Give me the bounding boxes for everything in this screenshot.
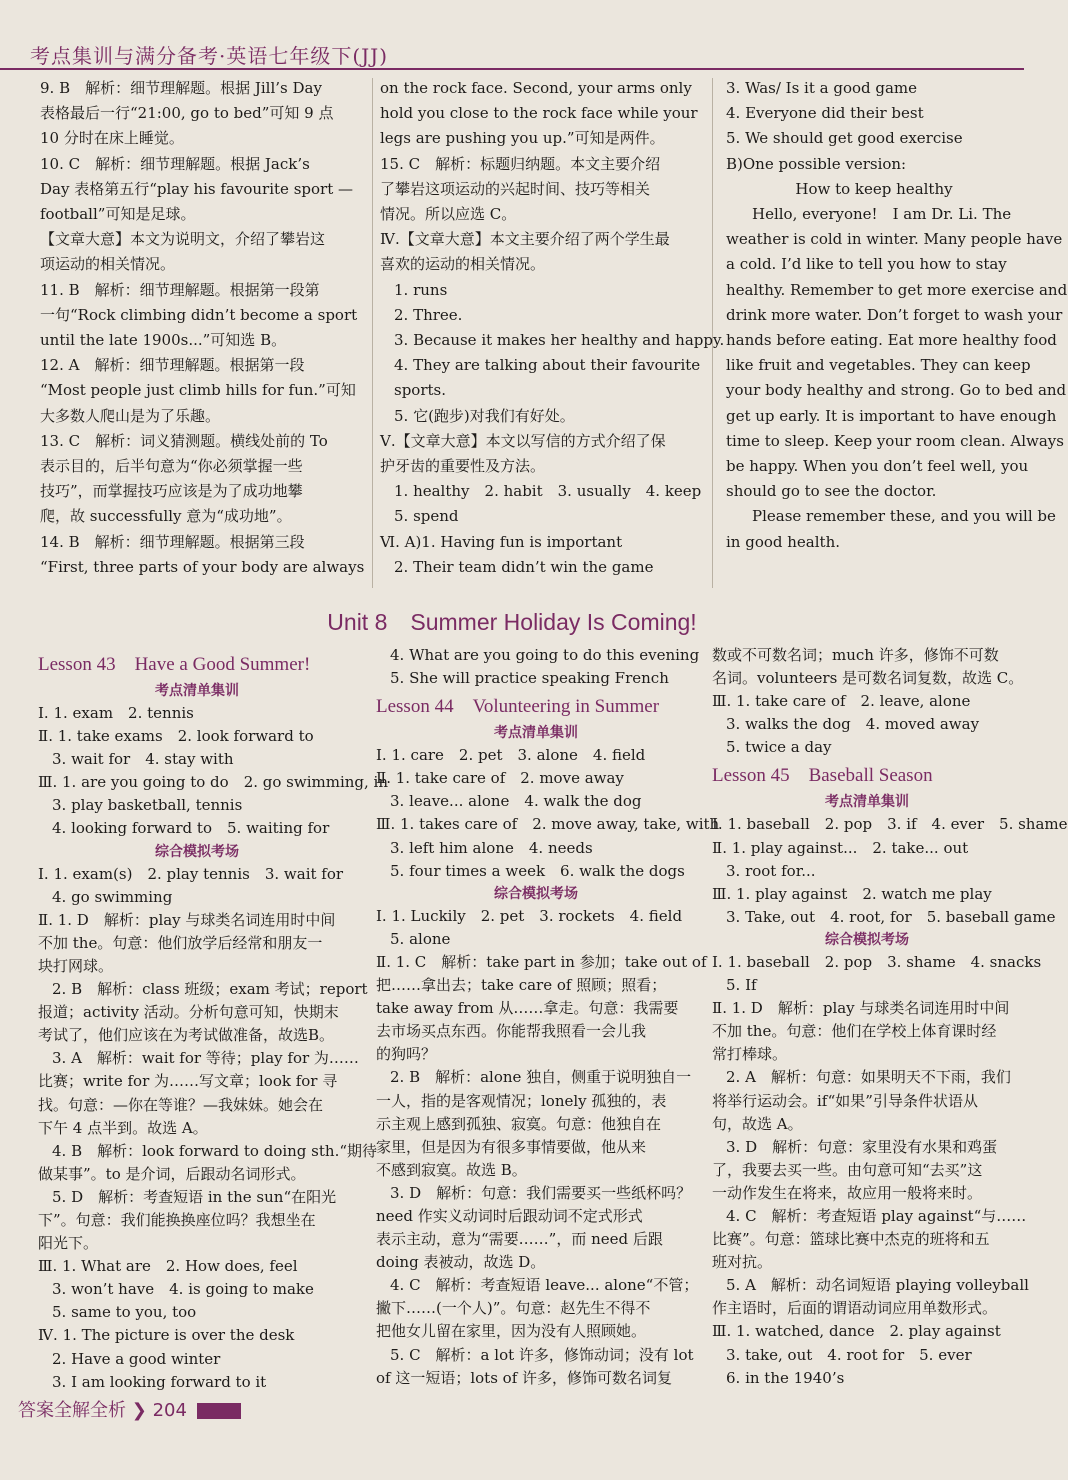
text-line: Ⅰ. 1. care 2. pet 3. alone 4. field [376, 746, 646, 765]
text-line: 情况。所以应选 C。 [380, 205, 517, 224]
page-header: 考点集训与满分备考·英语七年级下(JJ) [30, 44, 388, 68]
column-divider [372, 78, 373, 588]
text-line: be happy. When you don’t feel well, you [726, 457, 1029, 476]
text-line: 5. D 解析：考查短语 in the sun“在阳光 [52, 1187, 337, 1206]
text-line: “Most people just climb hills for fun.”可知 [40, 381, 356, 400]
text-line: 3. Was/ Is it a good game [726, 79, 918, 97]
text-line: 5. A 解析：动名词短语 playing volleyball [726, 1276, 1029, 1295]
text-line: 5. If [726, 976, 757, 995]
lesson-45-column [712, 644, 1068, 1390]
text-line: Day 表格第五行“play his favourite sport — [40, 179, 353, 198]
section-heading: 综合模拟考场 [494, 885, 578, 902]
text-line: Ⅳ. 1. The picture is over the desk [38, 1326, 295, 1345]
text-line: doing 表被动，故选 D。 [376, 1253, 546, 1272]
text-line: like fruit and vegetables. They can keep [726, 356, 1031, 375]
text-line: 3. won’t have 4. is going to make [52, 1280, 314, 1299]
text-line: a cold. I’d like to tell you how to stay [726, 255, 1007, 274]
text-line: 阳光下。 [38, 1234, 99, 1253]
text-line: 把他女儿留在家里，因为没有人照顾她。 [376, 1322, 647, 1341]
text-line: Ⅰ. 1. exam(s) 2. play tennis 3. wait for [38, 864, 344, 883]
text-line: 不加 the。句意：他们放学后经常和朋友一 [38, 933, 323, 952]
text-line: 5. twice a day [726, 738, 832, 757]
text-line: Ⅲ. 1. take care of 2. leave, alone [712, 692, 971, 711]
text-line: 表格最后一行“21:00, go to bed”可知 9 点 [40, 104, 334, 123]
text-line: 比赛；write for 为……写文章；look for 寻 [38, 1072, 338, 1091]
section-heading: 考点清单集训 [494, 725, 578, 742]
text-line: 一动作发生在将来，故应用一般将来时。 [712, 1183, 983, 1202]
text-line: 技巧”，而掌握技巧应该是为了成功地攀 [40, 482, 303, 501]
text-line: How to keep healthy [795, 179, 953, 198]
text-line: Ⅰ. 1. Luckily 2. pet 3. rockets 4. field [376, 906, 683, 925]
text-line: 3. D 解析：句意：我们需要买一些纸杯吗？ [390, 1183, 692, 1202]
lesson-44-column [376, 644, 720, 1390]
text-line: 3. D 解析：句意：家里没有水果和鸡蛋 [726, 1137, 998, 1156]
text-line: 6. in the 1940’s [726, 1368, 845, 1387]
text-line: 下午 4 点半到。故选 A。 [38, 1118, 208, 1137]
text-line: 常打棒球。 [712, 1045, 788, 1064]
lesson-title: Lesson 44 Volunteering in Summer [376, 696, 660, 718]
text-line: should go to see the doctor. [726, 482, 937, 501]
text-line: 15. C 解析：标题归纳题。本文主要介绍 [380, 154, 661, 173]
text-line: 5. four times a week 6. walk the dogs [390, 861, 685, 880]
text-line: on the rock face. Second, your arms only [380, 79, 692, 97]
text-line: 14. B 解析：细节理解题。根据第三段 [40, 532, 305, 551]
text-line: time to sleep. Keep your room clean. Always [726, 431, 1064, 450]
lesson-title: Lesson 45 Baseball Season [712, 765, 933, 787]
text-line: 块打网球。 [38, 956, 114, 975]
text-line: Please remember these, and you will be [752, 507, 1056, 526]
text-line: get up early. It is important to have enough [726, 406, 1057, 425]
section-heading: 综合模拟考场 [155, 843, 239, 860]
text-line: 10 分时在床上睡觉。 [40, 129, 184, 148]
text-line: Ⅱ. 1. play against... 2. take... out [712, 838, 969, 857]
text-line: 10. C 解析：细节理解题。根据 Jack’s [40, 154, 310, 173]
text-line: 下”。句意：我们能换换座位吗？我想坐在 [38, 1210, 316, 1229]
header-rule [0, 68, 1024, 70]
text-line: 报道；activity 活动。分析句意可知，快期末 [38, 1003, 339, 1022]
text-line: healthy. Remember to get more exercise and [726, 280, 1068, 299]
text-line: 3. Take, out 4. root, for 5. baseball game [726, 907, 1056, 926]
text-line: 5. same to you, too [52, 1303, 197, 1322]
text-line: “First, three parts of your body are always [40, 557, 365, 576]
text-line: Hello, everyone! I am Dr. Li. The [752, 205, 1012, 224]
text-line: Ⅰ. 1. baseball 2. pop 3. if 4. ever 5. shame [712, 815, 1068, 834]
text-line: 13. C 解析：词义猜测题。横线处前的 To [40, 431, 328, 450]
text-line: 喜欢的运动的相关情况。 [380, 255, 546, 274]
text-line: 4. What are you going to do this evening [390, 646, 700, 664]
text-line: 去市场买点东西。你能帮我照看一会儿我 [376, 1022, 647, 1041]
top-column-1 [40, 76, 365, 580]
text-line: 不加 the。句意：他们在学校上体育课时经 [712, 1022, 997, 1041]
text-line: 示主观上感到孤独、寂寞。句意：他独自在 [376, 1114, 662, 1133]
text-line: Ⅴ.【文章大意】本文以写信的方式介绍了保 [380, 431, 666, 450]
text-line: 2. B 解析：class 班级；exam 考试；report [52, 980, 368, 999]
text-line: 4. They are talking about their favourite [394, 356, 701, 375]
text-line: 大多数人爬山是为了乐趣。 [40, 406, 221, 425]
unit-title: Unit 8 Summer Holiday Is Coming! [327, 609, 697, 635]
text-line: 3. walks the dog 4. moved away [726, 715, 980, 734]
text-line: 表示主动，意为“需要……”，而 need 后跟 [376, 1230, 663, 1249]
text-line: 句，故选 A。 [712, 1114, 803, 1133]
text-line: 3. A 解析：wait for 等待；play for 为…… [52, 1049, 359, 1068]
text-line: 表示目的，后半句意为“你必须掌握一些 [40, 457, 303, 476]
text-line: 4. C 解析：考查短语 play against“与…… [726, 1206, 1027, 1225]
text-line: 5. alone [390, 929, 451, 948]
text-line: drink more water. Don’t forget to wash your [726, 305, 1063, 324]
text-line: 将举行运动会。if“如果”引导条件状语从 [712, 1091, 978, 1110]
text-line: 1. healthy 2. habit 3. usually 4. keep [394, 482, 702, 501]
text-line: 3. wait for 4. stay with [52, 750, 234, 769]
text-line: Ⅳ.【文章大意】本文主要介绍了两个学生最 [380, 230, 670, 249]
text-line: weather is cold in winter. Many people have [726, 230, 1063, 249]
section-heading: 考点清单集训 [155, 683, 239, 699]
text-line: 爬，故 successfully 意为“成功地”。 [40, 507, 292, 526]
text-line: 3. left him alone 4. needs [390, 838, 593, 857]
text-line: 考试了，他们应该在为考试做准备，故选B。 [38, 1026, 335, 1045]
text-line: hands before eating. Eat more healthy food [726, 331, 1057, 350]
section-heading: 考点清单集训 [825, 794, 909, 811]
text-line: 护牙齿的重要性及方法。 [380, 457, 546, 476]
lesson-43-column [38, 648, 389, 1394]
text-line: 2. B 解析：alone 独自，侧重于说明独自一 [390, 1068, 692, 1087]
text-line: 3. I am looking forward to it [52, 1372, 267, 1391]
text-line: 【文章大意】本文为说明文，介绍了攀岩这 [40, 230, 326, 249]
text-line: 4. looking forward to 5. waiting for [52, 819, 330, 838]
text-line: 2. A 解析：句意：如果明天不下雨，我们 [726, 1068, 1011, 1087]
text-line: 找。句意：—你在等谁？—我妹妹。她会在 [38, 1095, 324, 1114]
text-line: 3. take, out 4. root for 5. ever [726, 1345, 972, 1364]
text-line: Ⅵ. A)1. Having fun is important [380, 532, 623, 551]
text-line: 把……拿出去；take care of 照顾；照看； [376, 976, 667, 995]
text-line: 2. Have a good winter [52, 1349, 221, 1368]
text-line: football”可知是足球。 [40, 205, 196, 224]
text-line: 4. C 解析：考查短语 leave... alone“不管； [390, 1276, 699, 1295]
text-line: 班对抗。 [712, 1253, 773, 1272]
text-line: your body healthy and strong. Go to bed and [726, 381, 1067, 400]
text-line: 4. B 解析：look forward to doing sth.“期待 [52, 1141, 378, 1160]
text-line: Ⅰ. 1. exam 2. tennis [38, 704, 194, 722]
text-line: in good health. [726, 532, 840, 551]
text-line: 4. Everyone did their best [726, 104, 924, 123]
text-line: Ⅰ. 1. baseball 2. pop 3. shame 4. snacks [712, 952, 1042, 971]
top-column-2 [380, 76, 725, 580]
text-line: until the late 1900s...”可知选 B。 [40, 331, 287, 350]
text-line: 比赛”。句意：篮球比赛中杰克的班将和五 [712, 1230, 990, 1249]
text-line: 不感到寂寞。故选 B。 [376, 1160, 527, 1179]
text-line: 5. spend [394, 507, 459, 526]
text-line: 3. play basketball, tennis [52, 796, 243, 815]
text-line: Ⅱ. 1. D 解析：play 与球类名词连用时中间 [38, 910, 336, 929]
footer [18, 1396, 241, 1422]
text-line: Ⅱ. 1. C 解析：take part in 参加；take out of [376, 952, 707, 971]
text-line: 1. runs [394, 280, 448, 299]
text-line: 5. C 解析：a lot 许多，修饰动词；没有 lot [390, 1345, 694, 1364]
text-line: 3. leave... alone 4. walk the dog [390, 792, 642, 811]
text-line: 2. Three. [394, 305, 463, 324]
text-line: 作主语时，后面的谓语动词应用单数形式。 [712, 1299, 998, 1318]
text-line: 名词。volunteers 是可数名词复数，故选 C。 [712, 669, 1024, 688]
text-line: 5. She will practice speaking French [390, 669, 669, 688]
text-line: 5. We should get good exercise [726, 129, 963, 148]
text-line: Ⅲ. 1. are you going to do 2. go swimming, in [38, 773, 389, 792]
text-line: 5. 它(跑步)对我们有好处。 [394, 406, 575, 425]
footer-label: 答案全解全析 [18, 1400, 126, 1421]
text-line: 3. root for... [726, 861, 816, 880]
text-line: 12. A 解析：细节理解题。根据第一段 [40, 356, 305, 375]
text-line: 4. go swimming [52, 887, 173, 906]
text-line: of 这一短语；lots of 许多，修饰可数名词复 [376, 1368, 673, 1387]
top-column-3 [726, 76, 1068, 555]
text-line: 家里，但是因为有很多事情要做，他从来 [376, 1137, 647, 1156]
text-line: need 作实义动词时后跟动词不定式形式 [376, 1206, 643, 1225]
text-line: Ⅲ. 1. What are 2. How does, feel [38, 1257, 298, 1276]
text-line: Ⅲ. 1. takes care of 2. move away, take, with [376, 815, 720, 834]
text-line: legs are pushing you up.”可知是两件。 [380, 129, 665, 148]
footer-bar [197, 1403, 241, 1419]
text-line: Ⅱ. 1. D 解析：play 与球类名词连用时中间 [712, 999, 1010, 1018]
text-line: 一人，指的是客观情况；lonely 孤独的，表 [376, 1091, 667, 1110]
lesson-title: Lesson 43 Have a Good Summer! [38, 654, 311, 675]
footer-chevron-icon: ❯ [131, 1400, 147, 1421]
text-line: 了，我要去买一些。由句意可知“去买”这 [712, 1160, 983, 1179]
text-line: Ⅱ. 1. take care of 2. move away [376, 769, 624, 788]
text-line: 9. B 解析：细节理解题。根据 Jill’s Day [40, 79, 322, 97]
text-line: 数或不可数名词；much 许多，修饰不可数 [712, 646, 999, 664]
text-line: Ⅲ. 1. play against 2. watch me play [712, 884, 992, 903]
text-line: B)One possible version: [726, 154, 907, 173]
text-line: 项运动的相关情况。 [40, 255, 176, 274]
text-line: sports. [394, 381, 446, 400]
text-line: 2. Their team didn’t win the game [394, 557, 654, 576]
text-line: 11. B 解析：细节理解题。根据第一段第 [40, 280, 320, 299]
text-line: Ⅱ. 1. take exams 2. look forward to [38, 727, 314, 746]
text-line: 一句“Rock climbing didn’t become a sport [40, 305, 358, 324]
page-number: 204 [152, 1400, 187, 1421]
text-line: hold you close to the rock face while your [380, 104, 698, 123]
text-line: 了攀岩这项运动的兴起时间、技巧等相关 [380, 179, 651, 198]
text-line: 做某事”。to 是介词，后跟动名词形式。 [38, 1164, 306, 1183]
text-line: Ⅲ. 1. watched, dance 2. play against [712, 1322, 1001, 1341]
text-line: 撇下……(一个人)”。句意：赵先生不得不 [376, 1299, 651, 1318]
text-line: 的狗吗？ [376, 1045, 437, 1064]
text-line: 3. Because it makes her healthy and happy. [394, 331, 725, 350]
section-heading: 综合模拟考场 [825, 931, 909, 948]
text-line: take away from 从……拿走。句意：我需要 [376, 999, 679, 1018]
